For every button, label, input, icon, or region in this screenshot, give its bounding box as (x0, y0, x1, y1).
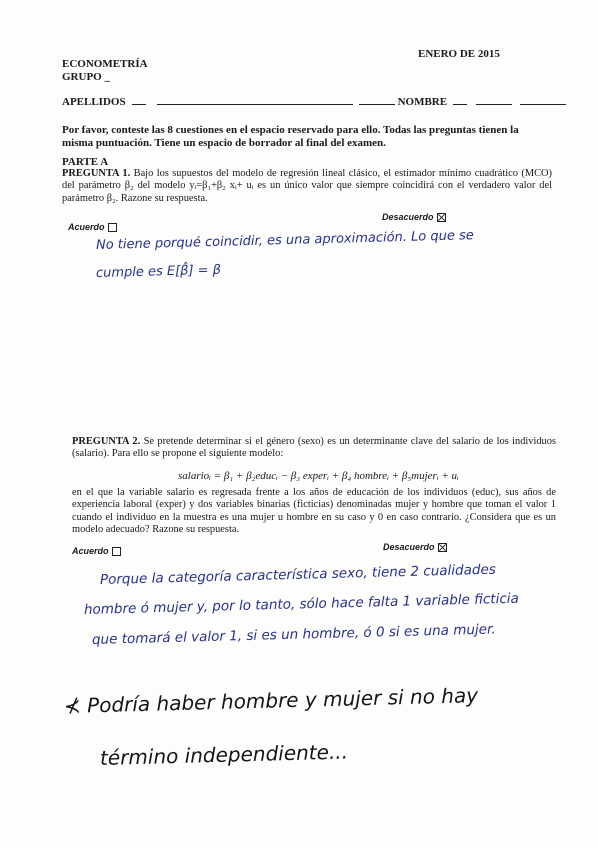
q1-answer-line-2: cumple es E[β̂] = β (95, 262, 222, 281)
question-2-label: PREGUNTA 2. (72, 436, 141, 447)
instructions: Por favor, conteste las 8 cuestiones en el espacio reservado para ello. Todas las preguntas tienen la misma puntuación. Tiene un espacio de borrador al final del examen. (62, 124, 519, 149)
q2-agree-checkbox[interactable] (112, 547, 121, 556)
q1-disagree-label: Desacuerdo (382, 212, 434, 222)
part-title: PARTE A (62, 156, 109, 168)
question-1-text: Bajo los supuestos del modelo de regresión lineal clásico, el estimador mínimo cuadrático (MCO) del parámetro β₂ del modelo yᵢ=β₁+β₂ xᵢ+ uᵢ es un único valor que siempre coincidirá con el verdadero valor del parámetro β₂. Razone su respuesta. (62, 168, 552, 204)
name-blank-2[interactable] (476, 94, 512, 105)
name-blank[interactable] (453, 94, 467, 105)
name-blank-3[interactable] (520, 94, 566, 105)
q1-answer-line-1: No tiene porqué coincidir, es una aproximación. Lo que se (95, 228, 474, 253)
q2-disagree-label: Desacuerdo (383, 542, 435, 552)
q2-answer-line-1: Porque la categoría característica sexo, tiene 2 cualidades (99, 561, 497, 588)
q2-answer-line-2: hombre ó mujer y, por lo tanto, sólo hace falta 1 variable ficticia (83, 590, 519, 618)
question-1-label: PREGUNTA 1. (62, 168, 131, 179)
q2-agree-label: Acuerdo (72, 546, 109, 556)
q2-disagree-option[interactable] (383, 542, 447, 552)
q1-disagree-option[interactable] (382, 212, 446, 222)
exam-date: ENERO DE 2015 (418, 48, 500, 60)
q1-agree-label: Acuerdo (68, 222, 105, 232)
surname-blank[interactable] (132, 94, 146, 105)
question-2 (72, 436, 556, 461)
surname-label: APELLIDOS (62, 96, 126, 108)
q1-agree-option[interactable] (68, 222, 117, 232)
course-header (62, 58, 148, 84)
surname-blank-3[interactable] (359, 94, 395, 105)
surname-line (62, 94, 566, 108)
question-2-text-after: en el que la variable salario es regresada frente a los años de educación de los individuos (educ), sus años de experiencia laboral (exper) y dos variables binarias (ficticias) denominadas mujer y hombre que toman el valor 1 cuando el individuo en la muestra es una mujer u hombre en su caso y 0 en caso contrario. ¿Considera que es un modelo adecuado? Razone su respuesta. (72, 487, 556, 536)
question-2-formula: salarioᵢ = β₁ + β₂educᵢ − β₃ experᵢ + β₄ hombreᵢ + β₅mujerᵢ + uᵢ (178, 470, 459, 482)
group-label: GRUPO _ (62, 71, 110, 83)
q2-agree-option[interactable] (72, 546, 121, 556)
name-label: NOMBRE (397, 96, 448, 108)
q1-agree-checkbox[interactable] (108, 223, 117, 232)
q2-correction-line-2: término independiente... (99, 739, 349, 770)
q2-disagree-checkbox[interactable] (438, 543, 447, 552)
course-title: ECONOMETRÍA (62, 58, 148, 70)
q1-disagree-checkbox[interactable] (437, 213, 446, 222)
question-1 (62, 168, 552, 205)
q2-correction-line-1: ⊀ Podría haber hombre y mujer si no hay (63, 683, 479, 718)
surname-blank-2[interactable] (157, 94, 353, 105)
question-2-text: Se pretende determinar si el género (sexo) es un determinante clave del salario de los individuos (salario). Para ello se propone el siguiente modelo: (72, 436, 556, 460)
q2-answer-line-3: que tomará el valor 1, si es un hombre, ó 0 si es una mujer. (91, 621, 496, 648)
